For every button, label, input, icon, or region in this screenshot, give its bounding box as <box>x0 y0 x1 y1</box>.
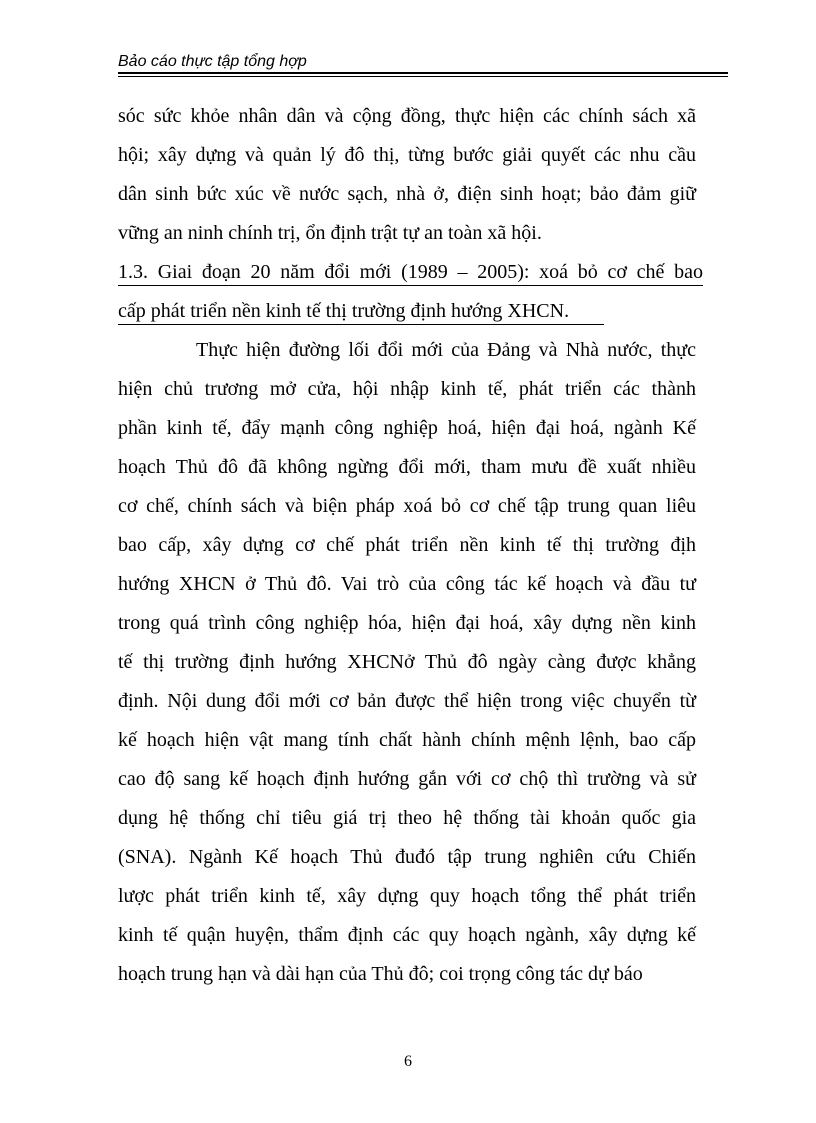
page-header <box>118 52 728 76</box>
header-title: Bảo cáo thực tập tổng hợp <box>118 53 307 70</box>
header-rule-thick <box>118 72 728 74</box>
text-line: hiện chủ trương mở cửa, hội nhập kinh tế, phát triển các thành <box>118 378 696 400</box>
text-line: kinh tế quận huyện, thẩm định các quy hoạch ngành, xây dựng kế <box>118 924 696 946</box>
heading-underline <box>118 324 604 325</box>
page-number: 6 <box>404 1053 412 1070</box>
text-line: hội; xây dựng và quản lý đô thị, từng bước giải quyết các nhu cầu <box>118 144 696 166</box>
text-line: trong quá trình công nghiệp hóa, hiện đại hoá, xây dựng nền kinh <box>118 612 696 634</box>
text-line: tế thị trường định hướng XHCNở Thủ đô ngày càng được khẳng <box>118 651 696 673</box>
text-line: vững an ninh chính trị, ổn định trật tự an toàn xã hội. <box>118 222 542 244</box>
text-line: sóc sức khỏe nhân dân và cộng đồng, thực hiện các chính sách xã <box>118 105 696 127</box>
header-rule-thin <box>118 76 728 77</box>
text-line: lược phát triển kinh tế, xây dựng quy hoạch tổng thể phát triển <box>118 885 696 907</box>
heading-line: cấp phát triển nền kinh tế thị trường định hướng XHCN. <box>118 300 570 322</box>
text-line: cao độ sang kế hoạch định hướng gắn với cơ chộ thì trường và sử <box>118 768 696 790</box>
text-line: hướng XHCN ở Thủ đô. Vai trò của công tác kế hoạch và đầu tư <box>118 573 696 595</box>
heading-line: 1.3. Giai đoạn 20 năm đổi mới (1989 – 2005): xoá bỏ cơ chế bao <box>118 261 703 283</box>
text-line: định. Nội dung đổi mới cơ bản được thể hiện trong việc chuyển từ <box>118 690 696 712</box>
text-line: kế hoạch hiện vật mang tính chất hành chính mệnh lệnh, bao cấp <box>118 729 696 751</box>
text-line: dụng hệ thống chỉ tiêu giá trị theo hệ thống tài khoản quốc gia <box>118 807 696 829</box>
text-line: phần kinh tế, đẩy mạnh công nghiệp hoá, hiện đại hoá, ngành Kế <box>118 417 696 439</box>
text-line: cơ chế, chính sách và biện pháp xoá bỏ cơ chế tập trung quan liêu <box>118 495 696 517</box>
text-line: Thực hiện đường lối đổi mới của Đảng và Nhà nước, thực <box>196 339 696 361</box>
text-line: hoạch Thủ đô đã không ngừng đổi mới, tham mưu đề xuất nhiều <box>118 456 696 478</box>
text-line: bao cấp, xây dựng cơ chế phát triển nền kinh tế thị trường địh <box>118 534 696 556</box>
heading-underline <box>118 285 703 286</box>
text-line: hoạch trung hạn và dài hạn của Thủ đô; coi trọng công tác dự báo <box>118 963 643 985</box>
text-line: (SNA). Ngành Kế hoạch Thủ đuđó tập trung nghiên cứu Chiến <box>118 846 696 868</box>
text-line: dân sinh bức xúc về nước sạch, nhà ở, điện sinh hoạt; bảo đảm giữ <box>118 183 696 205</box>
